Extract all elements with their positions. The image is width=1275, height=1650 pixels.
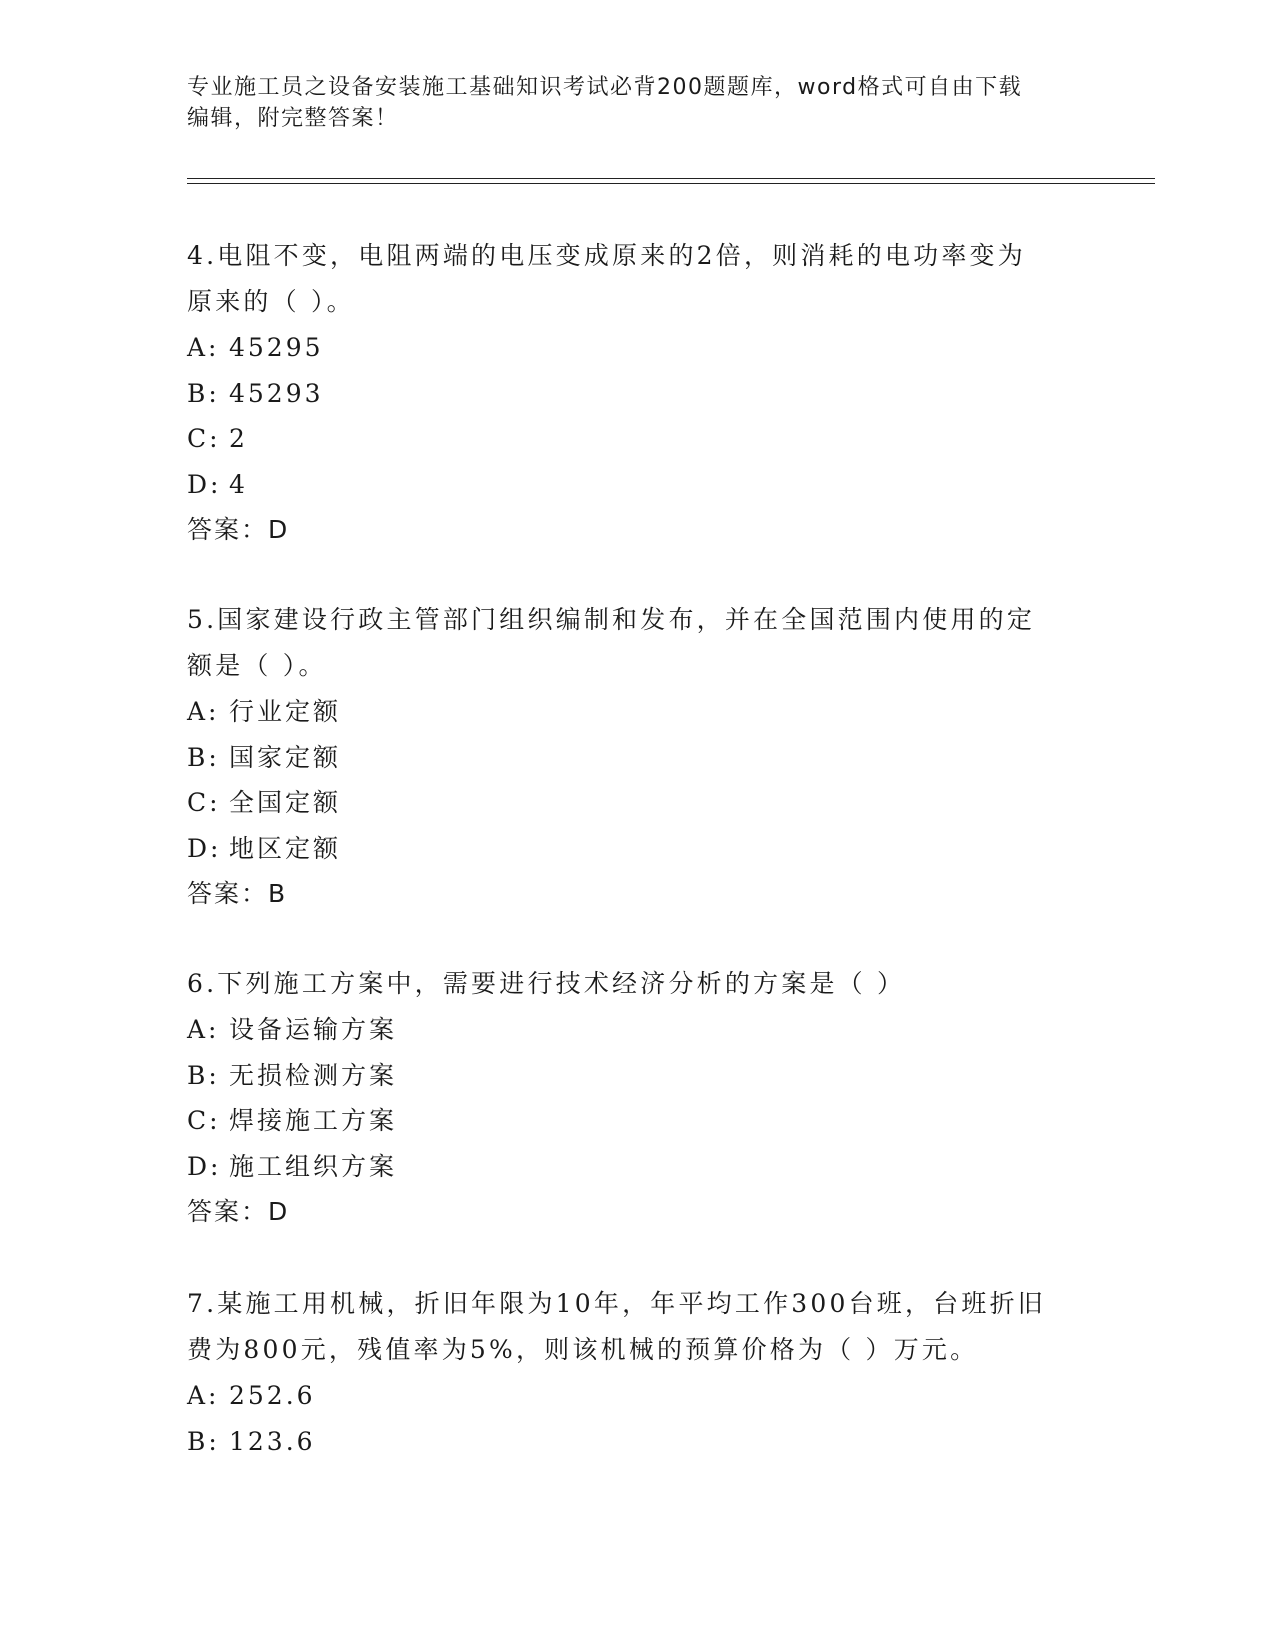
header-title-line2: 编辑，附完整答案！ [187, 106, 399, 131]
option-text: 设备运输方案 [229, 1015, 398, 1044]
question-stem-line2: 额是（ ）。 [187, 651, 327, 680]
option-text: 45295 [229, 333, 324, 362]
option-b [187, 735, 1087, 781]
option-text: 4 [229, 469, 248, 499]
option-key: A: [187, 333, 220, 362]
option-key: D: [187, 469, 222, 499]
question-6 [187, 961, 1087, 1235]
option-key: A: [187, 697, 220, 726]
option-b [187, 1419, 1087, 1465]
option-c [187, 1098, 1087, 1144]
question-4 [187, 233, 1087, 553]
option-key: C: [187, 424, 221, 453]
question-stem-line1: 4.电阻不变，电阻两端的电压变成原来的2倍，则消耗的电功率变为 [187, 241, 1026, 270]
option-text: 国家定额 [229, 742, 342, 772]
document-header [187, 72, 1067, 134]
option-a [187, 1373, 1087, 1419]
option-b [187, 1053, 1087, 1099]
option-d [187, 462, 1087, 508]
question-stem-line1: 5.国家建设行政主管部门组织编制和发布，并在全国范围内使用的定 [187, 605, 1036, 634]
option-key: C: [187, 1106, 221, 1135]
option-d [187, 826, 1087, 872]
question-stem-line2: 原来的（ ）。 [187, 287, 355, 316]
header-title-line1: 专业施工员之设备安装施工基础知识考试必背200题题库，word格式可自由下载 [187, 75, 1023, 100]
option-key: D: [187, 833, 222, 863]
option-text: 施工组织方案 [229, 1151, 398, 1181]
option-key: B: [187, 742, 220, 772]
option-a [187, 689, 1087, 735]
option-key: B: [187, 1060, 220, 1090]
option-key: D: [187, 1151, 222, 1181]
option-text: 45293 [229, 378, 324, 408]
option-key: A: [187, 1381, 220, 1410]
option-text: 焊接施工方案 [229, 1106, 398, 1135]
option-text: 123.6 [229, 1426, 316, 1456]
answer-line: 答案：D [187, 515, 290, 544]
option-text: 无损检测方案 [229, 1060, 398, 1090]
option-text: 地区定额 [229, 833, 342, 863]
option-key: A: [187, 1015, 220, 1044]
header-divider-top [187, 178, 1155, 179]
question-7 [187, 1281, 1087, 1464]
option-text: 全国定额 [229, 788, 342, 817]
question-stem-line1: 7.某施工用机械，折旧年限为10年，年平均工作300台班，台班折旧 [187, 1289, 1046, 1318]
option-b [187, 371, 1087, 417]
option-text: 2 [229, 424, 248, 453]
option-key: B: [187, 1426, 220, 1456]
option-c [187, 780, 1087, 826]
question-stem-line2: 费为800元，残值率为5%，则该机械的预算价格为（ ）万元。 [187, 1335, 979, 1364]
answer-line: 答案：D [187, 1197, 290, 1226]
answer-line: 答案：B [187, 879, 288, 908]
option-text: 252.6 [229, 1381, 316, 1410]
option-c [187, 416, 1087, 462]
option-text: 行业定额 [229, 697, 342, 726]
option-key: B: [187, 378, 220, 408]
question-5 [187, 597, 1087, 917]
option-key: C: [187, 788, 221, 817]
question-stem-line1: 6.下列施工方案中，需要进行技术经济分析的方案是（ ） [187, 969, 906, 998]
option-d [187, 1144, 1087, 1190]
option-a [187, 1007, 1087, 1053]
header-divider-bottom [187, 183, 1155, 184]
option-a [187, 325, 1087, 371]
